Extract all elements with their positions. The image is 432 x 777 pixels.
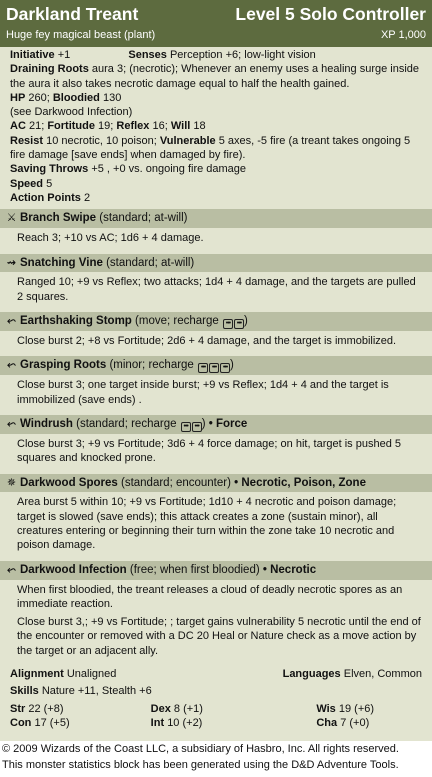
speed-line: Speed 5 (10, 177, 53, 190)
power-name: Snatching Vine (20, 256, 103, 269)
close-icon: ⬿ (7, 417, 16, 430)
power-description: Close burst 3; one target inside burst; +9 vs Reflex; 1d4 + 4 and the target is immobilized (save ends) . (17, 379, 389, 406)
power-keywords: • Necrotic, Poison, Zone (234, 476, 366, 489)
ability-score: Dex 8 (+1) (150, 702, 203, 715)
saves-line: Saving Throws +5 , +0 vs. ongoing fire damage (10, 163, 247, 176)
recharge-dice (197, 359, 230, 371)
resist-line: Resist 10 necrotic, 10 poison; Vulnerable 5 axes, -5 fire (a treant takes ongoing 5 fire damage [save ends] when damaged by fire). (10, 134, 411, 162)
ability-score: Cha 7 (+0) (316, 716, 370, 729)
ability-score: Con 17 (+5) (10, 716, 70, 729)
area-icon: ✵ (6, 476, 17, 489)
die-icon: ••• (220, 363, 230, 373)
footer-stats (0, 667, 432, 730)
core-stats (0, 47, 432, 208)
power-name: Windrush (20, 417, 73, 430)
close-icon: ⬿ (7, 359, 16, 372)
close-icon: ⬿ (7, 315, 16, 328)
power-name: Darkwood Infection (20, 563, 127, 576)
die-icon: ••• (223, 319, 233, 329)
aura-line: Draining Roots aura 3; (necrotic); Whenever an enemy uses a healing surge inside the aura it also takes necrotic damage equal to half the health gained. (10, 63, 420, 90)
power-usage: (standard; encounter) (120, 476, 231, 489)
monster-type: Huge fey magical beast (plant) (6, 28, 156, 41)
ability-scores (10, 702, 422, 731)
die-icon: ••• (209, 363, 219, 373)
power-usage: (move; recharge (135, 315, 219, 328)
power-name: Grasping Roots (20, 359, 107, 372)
power-header (0, 208, 432, 228)
power-description: Close burst 2; +8 vs Fortitude; 2d6 + 4 damage, and the target is immobilized. (17, 335, 397, 348)
ability-score: Str 22 (+8) (10, 702, 64, 715)
power-usage: (minor; recharge (109, 359, 194, 372)
initiative-line: Initiative +1 Senses Perception +6; low-light vision (10, 49, 316, 61)
skills-row: Skills Nature +11, Stealth +6 (10, 685, 152, 698)
ability-row (10, 702, 422, 716)
copyright: © 2009 Wizards of the Coast LLC, a subsidiary of Hasbro, Inc. All rights reserved. This monster statistics block has been generated using the D&D Adventure Tools. (2, 743, 399, 771)
power-header: ⬿ Grasping Roots (minor; recharge ••• ••• ••• ) (0, 355, 432, 375)
close-icon: ⬿ (7, 563, 16, 576)
defenses-line: AC 21; Fortitude 19; Reflex 16; Will 18 (10, 120, 206, 133)
ranged-icon: ⇝ (6, 256, 17, 269)
power-header (0, 560, 432, 580)
hp-line: HP 260; Bloodied 130 (10, 91, 122, 104)
monster-xp: XP 1,000 (380, 28, 426, 41)
power-header: ⬿ Windrush (standard; recharge ••• ••• ) • Force (0, 414, 432, 434)
action-points-line: Action Points 2 (10, 191, 91, 204)
power-description: Close burst 3; +9 vs Fortitude; 3d6 + 4 force damage; on hit, target is pushed 5 squares and knocked prone. (17, 437, 402, 465)
power-name: Earthshaking Stomp (20, 315, 132, 328)
power-description: Area burst 5 within 10; +9 vs Fortitude; 1d10 + 4 necrotic and poison damage; target is slowed (save ends); this attack creates a zone (sustain minor), all creatures entering or beginning their turn within the zone take 10 necrotic and poison damage. (17, 496, 397, 552)
power-description: When first bloodied, the treant releases a cloud of deadly necrotic spores as an immediate reaction. Close burst 3,; +9 vs Fortitude; ; target gains vulnerability 5 necrotic until the end of the encounter or removed with a DC 20 Heal or Nature check as a move action by the target or an adjacent ally. (17, 583, 421, 657)
power-keywords: • Necrotic (262, 563, 317, 576)
power-description: Reach 3; +10 vs AC; 1d6 + 4 damage. (17, 232, 204, 245)
power-keywords: • Force (208, 417, 248, 430)
ability-row (10, 716, 422, 730)
die-icon: ••• (234, 319, 244, 329)
powers-list (0, 208, 432, 665)
recharge-dice (222, 315, 244, 327)
stat-header (0, 0, 432, 47)
power-usage: (standard; at-will) (106, 256, 195, 269)
power-header (0, 253, 432, 273)
power-header: ⬿ Earthshaking Stomp (move; recharge ••• ••• ) (0, 311, 432, 331)
ability-score: Int 10 (+2) (150, 716, 203, 729)
monster-name: Darkland Treant (6, 4, 139, 24)
power-name: Darkwood Spores (20, 476, 118, 489)
alignment-row: Alignment Unaligned Languages Elven, Common (10, 668, 422, 681)
monster-level: Level 5 Solo Controller (235, 4, 426, 24)
power-header (0, 473, 432, 493)
die-icon: ••• (198, 363, 208, 373)
power-usage: (standard; at-will) (99, 212, 188, 225)
bloodied-note: (see Darkwood Infection) (10, 106, 133, 119)
melee-icon: ⚔ (6, 212, 17, 225)
ability-score: Wis 19 (+6) (316, 702, 375, 715)
power-usage: (free; when first bloodied) (129, 563, 260, 576)
power-description: Ranged 10; +9 vs Reflex; two attacks; 1d4 + 4 damage, and the targets are pulled 2 squares. (17, 276, 416, 303)
power-usage: (standard; recharge (76, 417, 177, 430)
die-icon: ••• (192, 422, 202, 432)
recharge-dice (180, 418, 202, 430)
power-name: Branch Swipe (20, 212, 97, 225)
die-icon: ••• (181, 422, 191, 432)
